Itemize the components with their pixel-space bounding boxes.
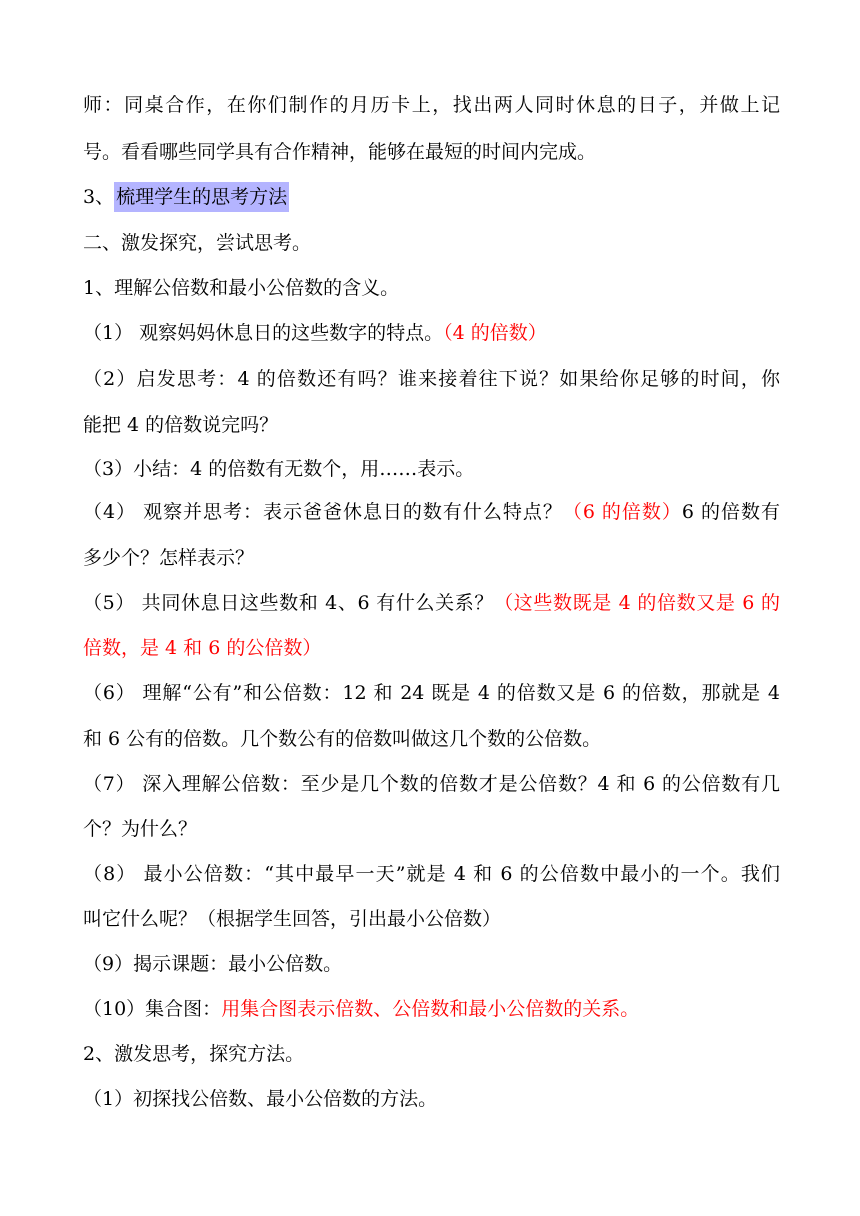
- paragraph-line: 号。看看哪些同学具有合作精神，能够在最短的时间内完成。: [83, 141, 597, 163]
- list-item: （9）揭示课题：最小公倍数。: [83, 953, 343, 975]
- list-item-continuation: 和 6 公有的倍数。几个数公有的倍数叫做这几个数的公倍数。: [83, 728, 602, 750]
- list-item: （8） 最小公倍数：“其中最早一天”就是 4 和 6 的公倍数中最小的一个。我们: [83, 863, 780, 885]
- list-item: （4） 观察并思考：表示爸爸休息日的数有什么特点？（6 的倍数）6 的倍数有: [83, 501, 780, 523]
- list-item-continuation: 多少个？怎样表示？: [83, 547, 255, 569]
- section-heading: 二、激发探究，尝试思考。: [83, 232, 312, 254]
- list-item-continuation: 叫它什么呢？（根据学生回答，引出最小公倍数）: [83, 908, 502, 930]
- list-item: （1）初探找公倍数、最小公倍数的方法。: [83, 1088, 438, 1110]
- answer-note: （这些数既是 4 的倍数又是 6 的: [494, 592, 780, 614]
- section-heading: [83, 184, 289, 210]
- list-item: （10）集合图：用集合图表示倍数、公倍数和最小公倍数的关系。: [83, 998, 640, 1020]
- answer-note: （4 的倍数）: [443, 322, 547, 344]
- list-item-continuation: 个？为什么？: [83, 818, 198, 840]
- list-item: （5） 共同休息日这些数和 4、6 有什么关系？（这些数既是 4 的倍数又是 6 的: [83, 592, 780, 614]
- answer-note-continuation: 倍数，是 4 和 6 的公倍数）: [83, 637, 322, 659]
- subsection-heading: 1、理解公倍数和最小公倍数的含义。: [83, 277, 400, 299]
- heading-number: 3、: [83, 186, 115, 208]
- highlighted-heading-text: 梳理学生的思考方法: [114, 182, 289, 212]
- list-item: （7） 深入理解公倍数：至少是几个数的倍数才是公倍数？4 和 6 的公倍数有几: [83, 773, 780, 795]
- answer-note: 用集合图表示倍数、公倍数和最小公倍数的关系。: [221, 998, 640, 1020]
- answer-note: （6 的倍数）: [562, 501, 682, 523]
- list-item: （3）小结：4 的倍数有无数个，用……表示。: [83, 458, 475, 480]
- list-item: （6） 理解“公有”和公倍数：12 和 24 既是 4 的倍数又是 6 的倍数，那就是 4: [83, 682, 780, 704]
- paragraph-line: 师：同桌合作，在你们制作的月历卡上，找出两人同时休息的日子，并做上记: [83, 94, 780, 116]
- subsection-heading: 2、激发思考，探究方法。: [83, 1043, 305, 1065]
- list-item: （2）启发思考：4 的倍数还有吗？谁来接着往下说？如果给你足够的时间，你: [83, 368, 780, 390]
- list-item: （1） 观察妈妈休息日的这些数字的特点。（4 的倍数）: [83, 322, 547, 344]
- list-item-continuation: 能把 4 的倍数说完吗？: [83, 414, 279, 436]
